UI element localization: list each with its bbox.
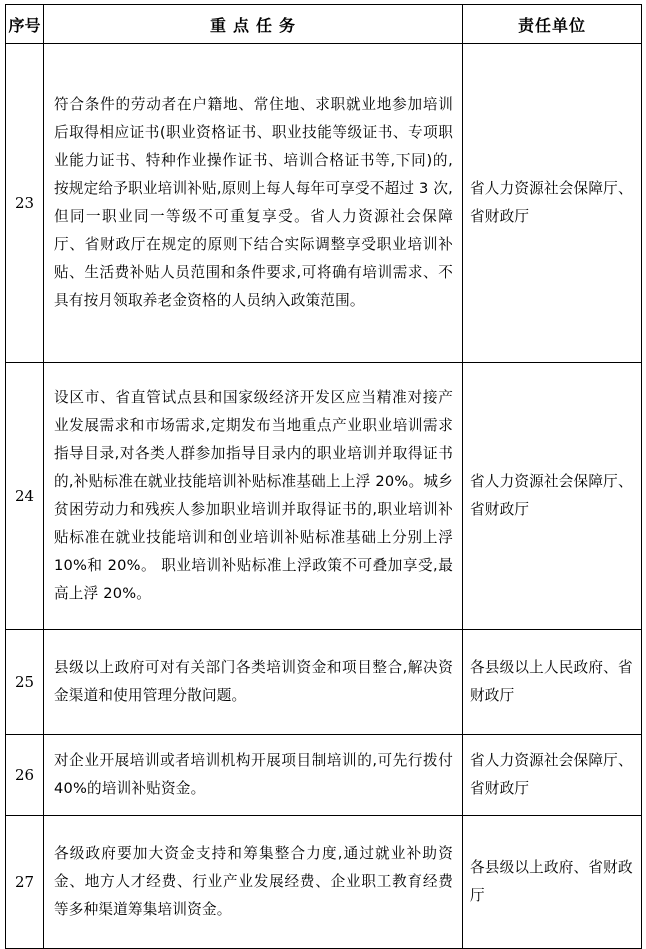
row-task-text xyxy=(44,363,463,630)
row-task-text xyxy=(44,735,463,816)
task-paragraph: 县级以上政府可对有关部门各类培训资金和项目整合,解决资金渠道和使用管理分散问题。 xyxy=(54,659,453,704)
table-header xyxy=(6,5,642,44)
table-row xyxy=(6,44,642,363)
unit-paragraph: 省人力资源社会保障厅、省财政厅 xyxy=(470,180,633,225)
row-responsible-unit xyxy=(463,735,642,816)
unit-paragraph: 省人力资源社会保障厅、省财政厅 xyxy=(470,752,633,797)
column-header-key-task: 重点任务 xyxy=(44,5,463,44)
row-responsible-unit xyxy=(463,44,642,363)
task-paragraph: 符合条件的劳动者在户籍地、常住地、求职就业地参加培训后取得相应证书(职业资格证书、职业技能等级证书、专项职业能力证书、特种作业操作证书、培训合格证书等,下同)的,按规定给予职业培训补贴,原则上每人每年可享受不超过 3 次,但同一职业同一等级不可重复享受。省人力资源社会保障厅、省财政厅在规定的原则下结合实际调整享受职业培训补贴、生活费补贴人员范围和条件要求,可将确有培训需求、不具有按月领取养老金资格的人员纳入政策范围。 xyxy=(54,96,453,309)
row-task-text xyxy=(44,44,463,363)
row-sequence-number: 26 xyxy=(6,735,44,816)
table-row xyxy=(6,816,642,949)
table-header-row xyxy=(6,5,642,44)
row-responsible-unit xyxy=(463,363,642,630)
row-responsible-unit xyxy=(463,630,642,735)
column-header-responsible-unit: 责任单位 xyxy=(463,5,642,44)
table-row xyxy=(6,363,642,630)
column-header-sequence: 序号 xyxy=(6,5,44,44)
task-paragraph: 设区市、省直管试点县和国家级经济开发区应当精准对接产业发展需求和市场需求,定期发布当地重点产业职业培训需求指导目录,对各类人群参加指导目录内的职业培训并取得证书的,补贴标准在就业技能培训补贴标准基础上上浮 20%。城乡贫困劳动力和残疾人参加职业培训并取得证书的,职业培训补贴标准在就业技能培训和创业培训补贴标准基础上分别上浮 10%和 20%。 职业培训补贴标准上浮政策不可叠加享受,最高上浮 20%。 xyxy=(54,389,458,602)
row-sequence-number: 25 xyxy=(6,630,44,735)
row-sequence-number: 24 xyxy=(6,363,44,630)
row-task-text xyxy=(44,630,463,735)
table-row xyxy=(6,735,642,816)
table-body xyxy=(6,44,642,949)
key-tasks-table xyxy=(5,4,642,949)
task-paragraph: 各级政府要加大资金支持和筹集整合力度,通过就业补助资金、地方人才经费、行业产业发展经费、企业职工教育经费等多种渠道筹集培训资金。 xyxy=(54,845,453,918)
unit-paragraph: 省人力资源社会保障厅、省财政厅 xyxy=(470,473,633,518)
task-paragraph: 对企业开展培训或者培训机构开展项目制培训的,可先行拨付 40%的培训补贴资金。 xyxy=(54,752,458,797)
row-responsible-unit xyxy=(463,816,642,949)
row-task-text xyxy=(44,816,463,949)
row-sequence-number: 23 xyxy=(6,44,44,363)
unit-paragraph: 各县级以上人民政府、省财政厅 xyxy=(470,659,633,704)
unit-paragraph: 各县级以上政府、省财政厅 xyxy=(470,859,633,904)
table-row xyxy=(6,630,642,735)
row-sequence-number: 27 xyxy=(6,816,44,949)
